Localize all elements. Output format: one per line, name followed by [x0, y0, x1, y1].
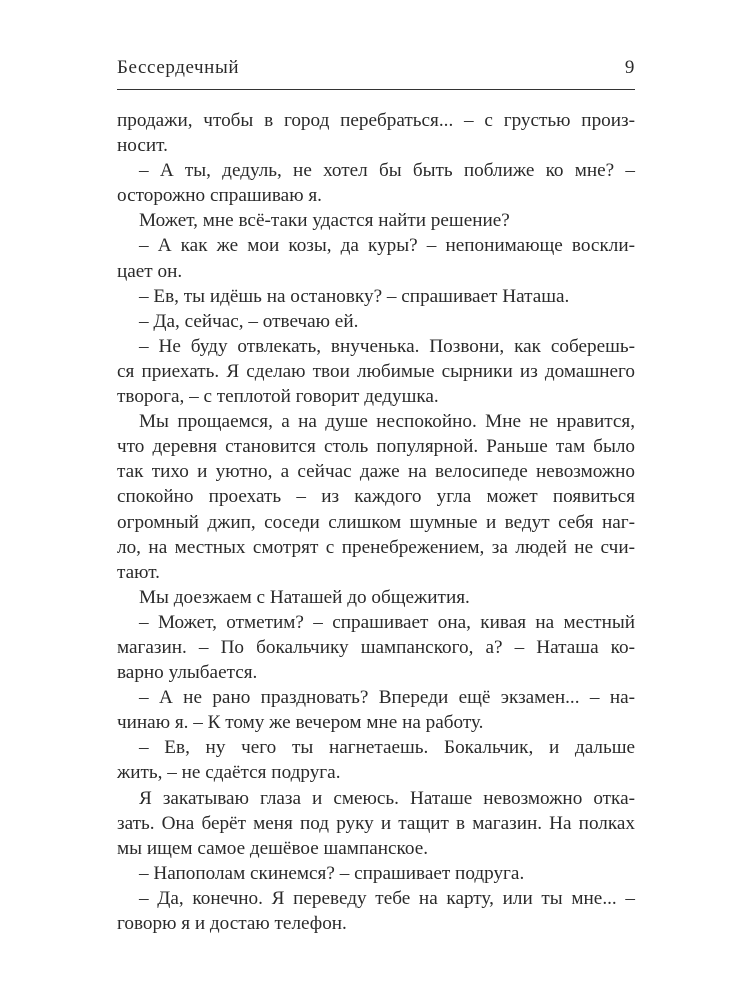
text-line: – Ев, ты идёшь на остановку? – спрашивает Наташа. [139, 285, 570, 307]
text-line: жить, – не сдаётся подруга. [117, 762, 341, 784]
text-line: – А как же мои козы, да куры? – непонимающе воскли- [139, 235, 635, 257]
text-line: Мы прощаемся, а на душе неспокойно. Мне не нравится, [139, 411, 635, 433]
text-line: Может, мне всё-таки удастся найти решение? [139, 210, 510, 232]
text-line: носит. [117, 135, 168, 157]
text-line: – Да, конечно. Я переведу тебе на карту, или ты мне... – [139, 887, 635, 909]
text-line: огромный джип, соседи слишком шумные и ведут себя наг- [117, 511, 635, 533]
text-line: – Может, отметим? – спрашивает она, кивая на местный [139, 611, 635, 633]
text-line: продажи, чтобы в город перебраться... – с грустью произ- [117, 110, 635, 131]
running-title: Бессердечный [117, 57, 240, 78]
text-line: – А не рано праздновать? Впереди ещё экзамен... – на- [139, 687, 635, 709]
text-line: ло, на местных смотрят с пренебрежением, за людей не счи- [117, 536, 635, 558]
text-line: тают. [117, 561, 160, 583]
text-line: – Не буду отвлекать, внученька. Позвони, как соберешь- [139, 335, 635, 357]
text-line: – А ты, дедуль, не хотел бы быть поближе ко мне? – [139, 160, 635, 182]
text-line: осторожно спрашиваю я. [117, 185, 322, 207]
text-line: так тихо и уютно, а сейчас даже на велосипеде невозможно [117, 461, 635, 483]
text-line: спокойно проехать – из каждого угла может появиться [117, 486, 635, 508]
text-line: магазин. – По бокальчику шампанского, а? – Наташа ко- [117, 636, 635, 658]
text-line: зать. Она берёт меня под руку и тащит в магазин. На полках [117, 812, 635, 834]
running-header [117, 57, 635, 83]
text-line: – Ев, ну чего ты нагнетаешь. Бокальчик, и дальше [139, 737, 635, 759]
text-line: цает он. [117, 260, 183, 282]
text-line: Я закатываю глаза и смеюсь. Наташе невозможно отка- [139, 787, 635, 809]
text-line: – Напополам скинемся? – спрашивает подруга. [139, 862, 525, 884]
text-line: говорю я и достаю телефон. [117, 913, 347, 934]
header-rule [117, 89, 635, 90]
text-line: мы ищем самое дешёвое шампанское. [117, 837, 429, 859]
text-line: варно улыбается. [117, 662, 258, 684]
text-line: творога, – с теплотой говорит дедушка. [117, 386, 439, 408]
text-line: Мы доезжаем с Наташей до общежития. [139, 586, 470, 608]
body-text [117, 108, 635, 936]
text-line: что деревня становится столь популярной. Раньше там было [117, 436, 635, 458]
text-line: чинаю я. – К тому же вечером мне на работу. [117, 712, 484, 734]
text-line: – Да, сейчас, – отвечаю ей. [139, 310, 359, 332]
text-line: ся приехать. Я сделаю твои любимые сырники из домашнего [117, 360, 635, 382]
page-number: 9 [624, 57, 635, 78]
